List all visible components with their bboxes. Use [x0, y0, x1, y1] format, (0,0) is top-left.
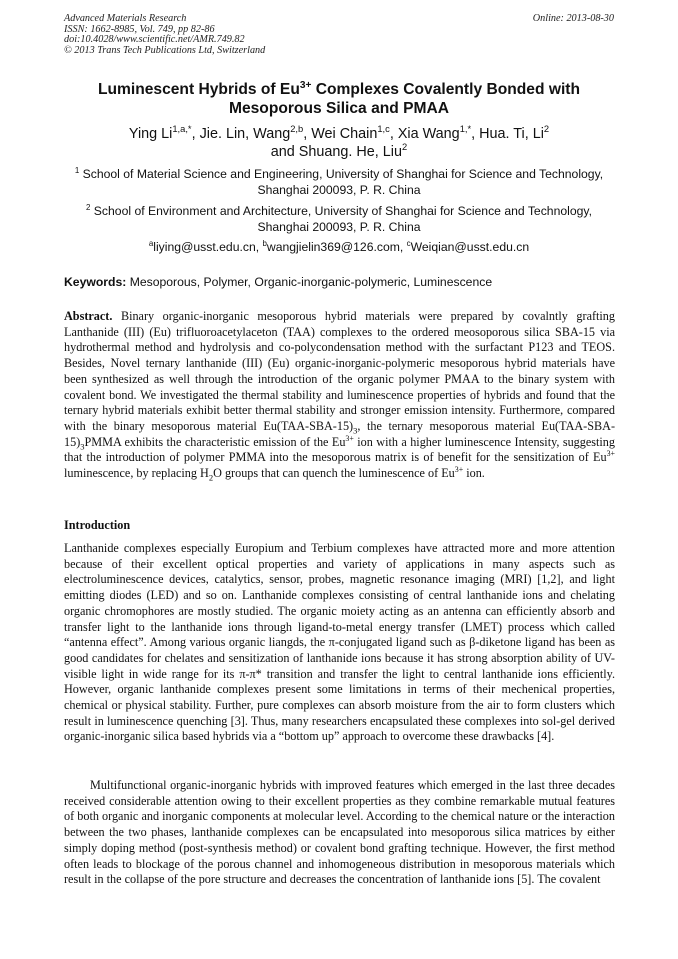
author: , Jie. Lin, Wang	[191, 126, 291, 142]
journal-header	[64, 14, 265, 56]
author: and Shuang. He, Liu	[270, 144, 402, 160]
keywords-text: Mesoporous, Polymer, Organic-inorganic-polymeric, Luminescence	[126, 275, 493, 289]
author: , Wei Chain	[303, 126, 378, 142]
section-heading-introduction: Introduction	[64, 518, 131, 532]
affiliation-1: $^1$ School of Material Science and Engineering, University of Shanghai for Science and Technology, Shanghai 200093, P. R. China	[74, 165, 604, 197]
author-list: Ying $Li^{1,a,*}$, Jie. Lin, Wang$^{2,b}$, Wei Chain$^{1,c}$, Xia Wang$^{1,*}$, Hua. Ti, Li$^2$ and Shuang. He, Liu$^2$	[128, 124, 550, 160]
affiliation-2: $^2$ School of Environment and Architecture, University of Shanghai for Science and Technology, Shanghai 200093, P. R. China	[86, 202, 592, 234]
author: , Xia Wang	[389, 126, 460, 142]
journal-name: Advanced Materials Research	[64, 13, 187, 24]
email-link[interactable]: Weiqian@usst.edu.cn	[410, 240, 530, 254]
introduction-paragraph-2: Multifunctional organic-inorganic hybrids with improved features which emerged in the last three decades received considerable attention owing to their excellent properties as they combine remarkable mutual features of both organic and inorganic components at molecular level. According to the chemical nature or the interaction between the two phases, lanthanide complexes can be encapsulated into mesoporous silica matrices by either simply doping method (post-synthesis method) or covalent bond grafting technique. However, the first method often leads to blockage of the porous channel and inhomogeneous distribution in mesoporous materials which result in the collapse of the pore structure and decreases the concentration of lanthanide ions [5]. The covalent	[64, 778, 615, 887]
copyright: © 2013 Trans Tech Publications Ltd, Switzerland	[64, 44, 266, 56]
keywords-label: Keywords:	[64, 275, 127, 289]
keywords	[64, 274, 616, 290]
online-date: Online: 2013-08-30	[532, 13, 614, 24]
email-link[interactable]: liying@usst.edu.cn,	[153, 240, 263, 254]
abstract-label: Abstract.	[64, 309, 113, 323]
author-emails: $^a$liying@usst.edu.cn, $^b$wangjielin369@126.com, $^c$Weiqian@usst.edu.cn	[148, 238, 530, 254]
doi: doi:10.4028/www.scientific.net/AMR.749.82	[64, 34, 245, 46]
author: , Hua. Ti, Li	[471, 126, 544, 142]
introduction-paragraph-1: Lanthanide complexes especially Europium and Terbium complexes have attracted more and more attention because of their excellent optical properties and variety of applications in many aspects such as electroluminescence devices, catalytics, sensor, probes, magnetic resonance imaging (MRI) [1,2], and light emitting diodes (LED) and so on. Lanthanide complexes consisting of central lanthanide ions and chelating organic chromophores are mostly studied. The organic moiety acting as an antenna can efficiently absorb and transfer light to the lanthanide ions through ligand-to-metal energy transfer (LMET) process which called “antenna effect”. Among various organic liangds, the π-conjugated ligand such as β-diketone ligand has been as good candidates for chelates and sensitization of lanthanide ions because it has strong absorption ability of UV-visible light in wide range for its π-π* transition and transfer the light to central lanthanide ions efficiently. However, organic lanthanide complexes present some limitations in terms of their mechenical properties, chemical or physical stability. Further, pure complexes can absorb moisture from the air to form clusters which result in luminescence quenching [3]. Thus, many researchers encapsulated these complexes into sol-gel derived organic-inorganic silica based hybrids via a “bottom up” approach to overcome these drawbacks [4].	[64, 541, 615, 744]
email-link[interactable]: wangjielin369@126.com,	[266, 240, 407, 254]
issn: ISSN: 1662-8985, Vol. 749, pp 82-86	[64, 23, 215, 35]
author: Ying Li	[128, 126, 173, 142]
abstract: Abstract. Binary organic-inorganic mesoporous hybrid materials were prepared by covalntly grafting Lanthanide (III) (Eu) trifluoroacetylaceton (TAA) complexes to the ordered meosoporous silica SBA-15 via hydrothermal method and hydrolysis and co-polycondensation method with the surfactant P123 and TEOS. Besides, Novel ternary lanthanide (III) (Eu) organic-inorganic-polymeric mesoporous hybrid materials have been synthesized as well through the introduction of the organic polymer PMAA to the binary system with covalent bond. We investigated the thermal stability and luminescence properties of hybrids and found that the ternary hybrid materials exhibit better thermal stability and stronger emission intensity. Furthermore, compared with the binary mesoporous material $Eu(TAA-SBA-15)_3$, the ternary mesoporous material $Eu(TAA-SBA-15)_3PMMA$ exhibits the characteristic emission of the $Eu^{3+}$ ion with a higher luminescence Intensity, suggesting that the introduction of polymer PMMA into the mesoporous matrix is of benefit for the sensitization of $Eu^{3+}$ luminescence, by replacing $H_2O$ groups that can quench the luminescence of $Eu^{3+}$ ion.	[64, 309, 616, 483]
paper-title: Luminescent Hybrids of $Eu^{3+}$ Complexes Covalently Bonded with Mesoporous Silica and PMAA	[97, 79, 581, 117]
